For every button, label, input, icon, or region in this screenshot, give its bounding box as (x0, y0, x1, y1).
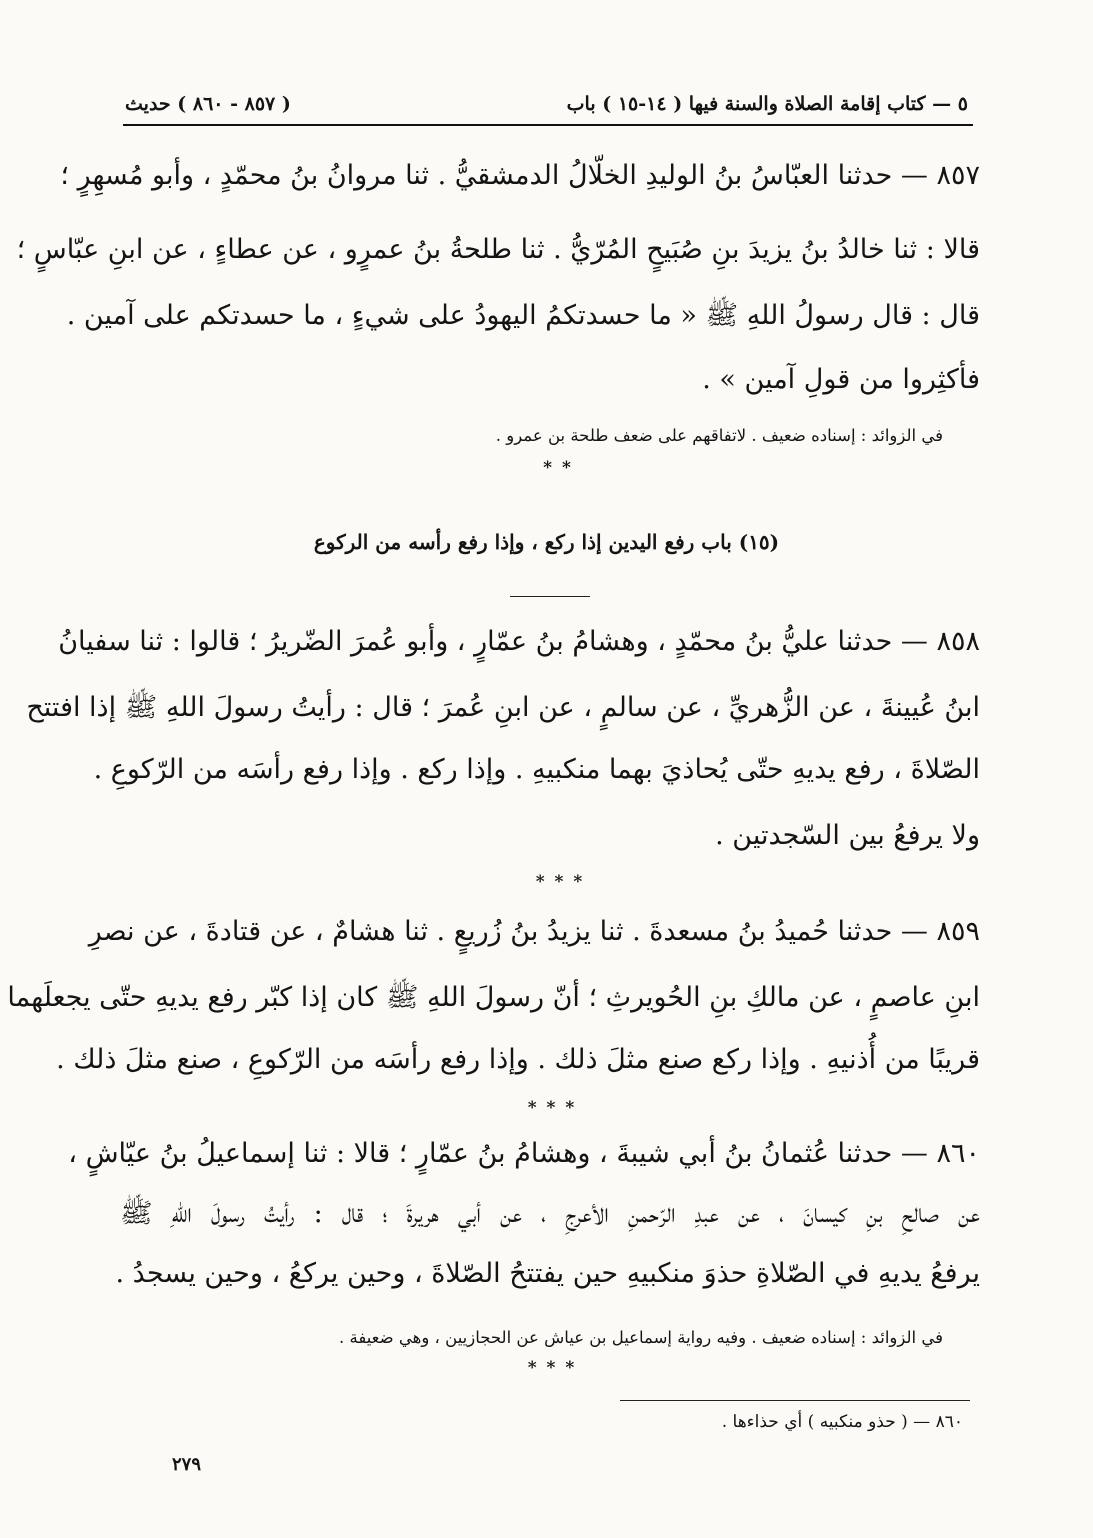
header-book-title: ٥ — كتاب إقامة الصلاة والسنة فيها ( ١٤-١٥ ) باب (566, 93, 968, 115)
hadith-859-line-2: ابنِ عاصمٍ ، عن مالكِ بنِ الحُويرثِ ؛ أنّ رسولَ اللهِ ﷺ كان إذا كبّر رفع يديهِ حتّى يجعلَهما (7, 982, 980, 1013)
hadith-857-line-3: قال : قال رسولُ اللهِ ﷺ « ما حسدتكمُ اليهودُ على شيءٍ ، ما حسدتكم على آمين . (66, 300, 980, 331)
hadith-858-line-2: ابنُ عُيينةَ ، عن الزُّهريِّ ، عن سالمٍ ، عن ابنِ عُمرَ ؛ قال : رأيتُ رسولَ اللهِ ﷺ إذا افتتح (26, 692, 980, 723)
hadith-860-zawaid-note: في الزوائد : إسناده ضعيف . وفيه رواية إسماعيل بن عياش عن الحجازيين ، وهي ضعيفة . (339, 1328, 943, 1347)
header-hadith-range: ( ٨٥٧ - ٨٦٠ ) حديث (125, 93, 291, 115)
page-number: ٢٧٩ (172, 1454, 202, 1475)
hadith-857-line-2: قالا : ثنا خالدُ بنُ يزيدَ بنِ صُبَيحٍ المُرّيُّ . ثنا طلحةُ بنُ عمرٍو ، عن عطاءٍ ، عن ابنِ عبّاسٍ ؛ (16, 234, 980, 265)
footnote: ٨٦٠ — ( حذو منكبيه ) أي حذاءها . (721, 1412, 963, 1432)
hadith-858-line-3: الصّلاةَ ، رفع يديهِ حتّى يُحاذيَ بهما منكبيهِ . وإذا ركع . وإذا رفع رأسَه من الرّكوعِ . (93, 754, 980, 785)
hadith-860-line-1: ٨٦٠ — حدثنا عُثمانُ بنُ أبي شيبةَ ، وهشامُ بنُ عمّارٍ ؛ قالا : ثنا إسماعيلُ بنُ عيّاشٍ ، (68, 1138, 980, 1169)
hadith-857-line-4: فأكثِروا من قولِ آمين » . (702, 364, 980, 395)
separator-2: * * * (535, 872, 585, 892)
chapter-heading: (١٥) باب رفع اليدين إذا ركع ، وإذا رفع رأسه من الركوع (313, 530, 780, 554)
hadith-858-line-1: ٨٥٨ — حدثنا عليُّ بنُ محمّدٍ ، وهشامُ بنُ عمّارٍ ، وأبو عُمرَ الضّريرُ ؛ قالوا : ثنا سفيانُ (58, 626, 980, 657)
hadith-857-line-1: ٨٥٧ — حدثنا العبّاسُ بنُ الوليدِ الخلّالُ الدمشقيُّ . ثنا مروانُ بنُ محمّدٍ ، وأبو مُسهِرٍ ؛ (60, 160, 980, 191)
separator-1: * * (543, 458, 573, 478)
hadith-859-line-3: قريبًا من أُذنيهِ . وإذا ركع صنع مثلَ ذلك . وإذا رفع رأسَه من الرّكوعِ ، صنع مثلَ ذلك . (56, 1044, 980, 1075)
chapter-rule (510, 596, 590, 597)
header-rule (123, 124, 973, 126)
hadith-860-line-2: عن صالحِ بنِ كيسانَ ، عن عبدِ الرّحمنِ الأعرجِ ، عن أبي هريرةَ ؛ قال : رأيتُ رسولَ اللهِ ﷺ (120, 1198, 980, 1229)
hadith-858-line-4: ولا يرفعُ بين السّجدتين . (715, 820, 980, 851)
footnote-rule (620, 1400, 970, 1401)
hadith-860-line-3: يرفعُ يديهِ في الصّلاةِ حذوَ منكبيهِ حين يفتتحُ الصّلاةَ ، وحين يركعُ ، وحين يسجدُ . (115, 1258, 980, 1289)
separator-3: * * * (527, 1098, 577, 1118)
running-header (125, 86, 968, 122)
hadith-859-line-1: ٨٥٩ — حدثنا حُميدُ بنُ مسعدةَ . ثنا يزيدُ بنُ زُريعٍ . ثنا هشامٌ ، عن قتادةَ ، عن نصرِ (88, 916, 980, 947)
hadith-857-zawaid-note: في الزوائد : إسناده ضعيف . لاتفاقهم على ضعف طلحة بن عمرو . (495, 426, 943, 445)
separator-4: * * * (527, 1358, 577, 1378)
